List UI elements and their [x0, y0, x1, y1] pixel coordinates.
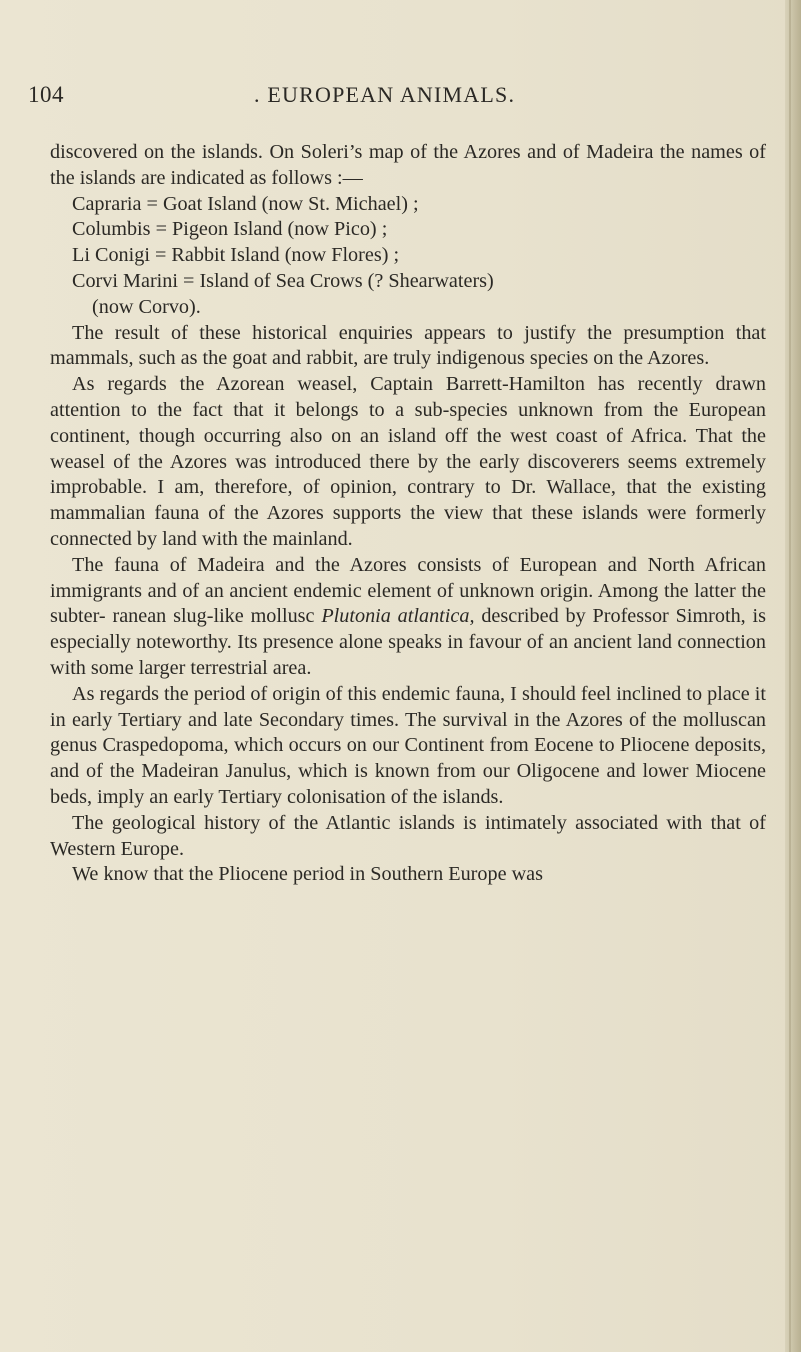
paragraph-4	[50, 553, 766, 682]
page-number: 104	[28, 82, 64, 107]
paragraph-2: The result of these historical enquiries appears to justify the presumption that mammals, such as the goat and rabbit, are truly indigenous species on the Azores.	[50, 321, 766, 370]
list-item: Li Conigi = Rabbit Island (now Flores) ;	[72, 244, 400, 267]
paragraph-5: As regards the period of origin of this endemic fauna, I should feel inclined to place it in early Tertiary and late Secondary times. The survival in the Azores of the molluscan genus Craspedopoma, which occurs on our Continent from Eocene to Pliocene deposits, and of the Madeiran Janulus, which is known from our Oligocene and lower Miocene beds, imply an early Tertiary colonisation of the islands.	[50, 682, 766, 808]
paragraph-7: We know that the Pliocene period in Southern Europe was	[72, 863, 543, 886]
paragraph-4-text-b: described by Professor Simroth, is especially noteworthy. Its presence alone speaks in favour of an ancient land connection with some larger terrestrial area.	[50, 605, 767, 679]
island-names-list	[50, 192, 766, 321]
running-head: . EUROPEAN ANIMALS.	[254, 82, 516, 107]
list-item-continuation	[72, 295, 766, 321]
paragraph-1: discovered on the islands. On Soleri’s map of the Azores and of Madeira the names of the islands are indicated as follows :—	[50, 141, 766, 189]
paragraph-6: The geological history of the Atlantic islands is intimately associated with that of Western Europe.	[50, 811, 766, 860]
paragraph-4-text-a: The fauna of Madeira and the Azores consists of European and North African immigrants and of an ancient endemic element of unknown origin. Among the latter the subter- ranean slug-like mollusc	[50, 553, 766, 628]
list-item: Corvi Marini = Island of Sea Crows (? Shearwaters)	[72, 269, 494, 292]
list-item-continuation-text: (now Corvo).	[92, 295, 201, 318]
paragraph-3: As regards the Azorean weasel, Captain Barrett-Hamilton has recently drawn attention to the fact that it belongs to a sub-species unknown from the European continent, though occurring also on an island off the west coast of Africa. That the weasel of the Azores was introduced there by the early discoverers seems extremely improbable. I am, therefore, of opinion, contrary to Dr. Wallace, that the existing mammalian fauna of the Azores supports the view that these islands were formerly connected by land with the mainland.	[50, 373, 766, 550]
page-edge-line	[789, 0, 791, 1352]
page-header	[28, 82, 788, 118]
body-text	[50, 140, 766, 888]
species-name: Plutonia atlantica,	[321, 605, 475, 628]
list-item: Columbis = Pigeon Island (now Pico) ;	[72, 218, 388, 241]
page-edge-shadow	[785, 0, 801, 1352]
list-item: Capraria = Goat Island (now St. Michael) ;	[72, 192, 419, 215]
